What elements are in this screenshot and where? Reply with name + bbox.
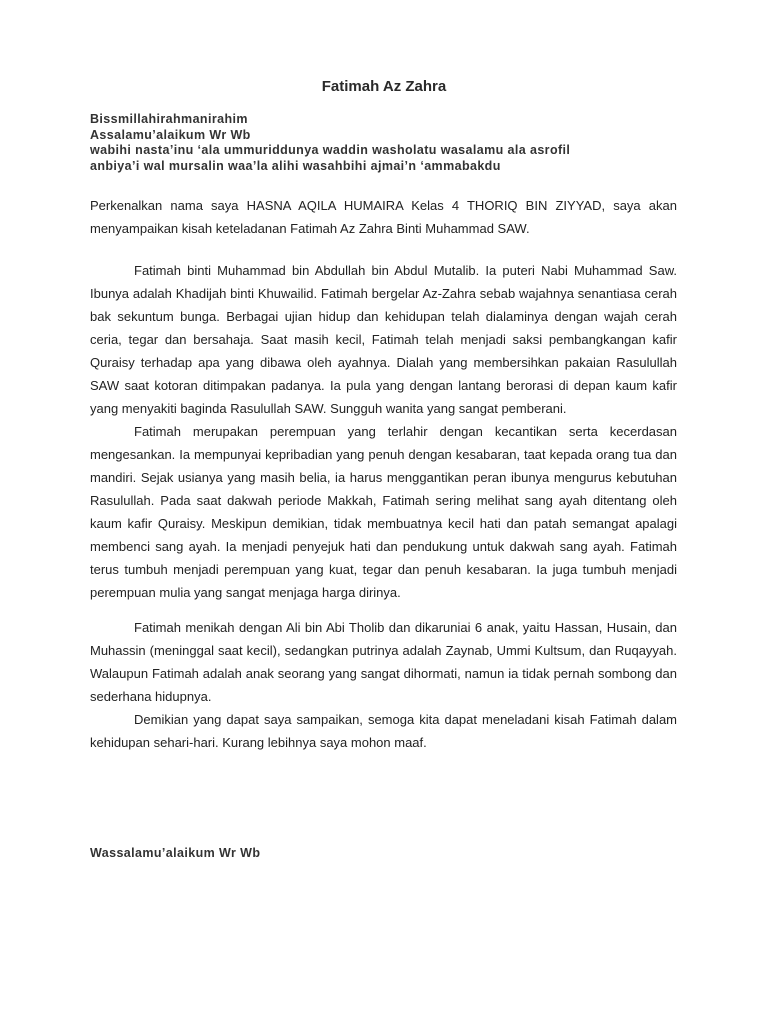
paragraph-3: Fatimah menikah dengan Ali bin Abi Tholib dan dikaruniai 6 anak, yaitu Hassan, Husain, dan Muhassin (meninggal saat kecil), sedangkan putrinya adalah Zaynab, Ummi Kultsum, dan Ruqayyah. Walaupun Fatimah adalah anak seorang yang sangat dihormati, namun ia tidak pernah sombong dan sederhana hidupnya. <box>90 620 677 704</box>
paragraph-1: Fatimah binti Muhammad bin Abdullah bin Abdul Mutalib. Ia puteri Nabi Muhammad Saw. Ibunya adalah Khadijah binti Khuwailid. Fatimah bergelar Az-Zahra sebab wajahnya senantiasa cerah bak sekuntum bunga. Berbagai ujian hidup dan kehidupan telah dialaminya dengan wajah cerah ceria, tegar dan bersahaja. Saat masih kecil, Fatimah telah menjadi saksi pembangkangan kafir Quraisy terhadap apa yang dibawa oleh ayahnya. Dialah yang membersihkan pakaian Rasulullah SAW saat kotoran ditimpakan padanya. Ia pula yang dengan lantang berorasi di depan kaum kafir yang menyakiti baginda Rasulullah SAW. Sungguh wanita yang sangat pemberani. <box>90 263 677 416</box>
document-title: Fatimah Az Zahra <box>321 78 447 95</box>
greeting-line-basmalah: Bissmillahirahmanirahim <box>90 112 248 126</box>
paragraph-4: Demikian yang dapat saya sampaikan, semoga kita dapat meneladani kisah Fatimah dalam kehidupan sehari-hari. Kurang lebihnya saya mohon maaf. <box>90 712 677 750</box>
paragraph-2: Fatimah merupakan perempuan yang terlahir dengan kecantikan serta kecerdasan mengesankan. Ia mempunyai kepribadian yang penuh dengan kesabaran, taat kepada orang tua dan mandiri. Sejak usianya yang masih belia, ia harus menggantikan peran ibunya mengurus kebutuhan Rasulullah. Pada saat dakwah periode Makkah, Fatimah sering melihat sang ayah ditentang oleh kaum kafir Quraisy. Meskipun demikian, tidak membuatnya kecil hati dan patah semangat apalagi membenci sang ayah. Ia menjadi penyejuk hati dan pendukung untuk dakwah sang ayah. Fatimah terus tumbuh menjadi perempuan yang kuat, tegar dan penuh kesabaran. Ia juga tumbuh menjadi perempuan mulia yang sangat menjaga harga dirinya. <box>90 424 677 600</box>
paragraph-spacer <box>90 604 677 616</box>
intro-paragraph: Perkenalkan nama saya HASNA AQILA HUMAIRA Kelas 4 THORIQ BIN ZIYYAD, saya akan menyampaikan kisah keteladanan Fatimah Az Zahra Binti Muhammad SAW. <box>90 198 677 236</box>
body-text <box>90 259 677 754</box>
greeting-line-4: anbiya’i wal mursalin waa’la alihi wasahbihi ajmai’n ‘ammabakdu <box>90 158 501 173</box>
greeting-line-salam: Assalamu’alaikum Wr Wb <box>90 127 251 142</box>
greeting-line-3: wabihi nasta’inu ‘ala ummuriddunya waddin washolatu wasalamu ala asrofil <box>90 143 571 157</box>
opening-greeting <box>90 112 690 174</box>
closing-salam: Wassalamu’alaikum Wr Wb <box>90 846 261 860</box>
